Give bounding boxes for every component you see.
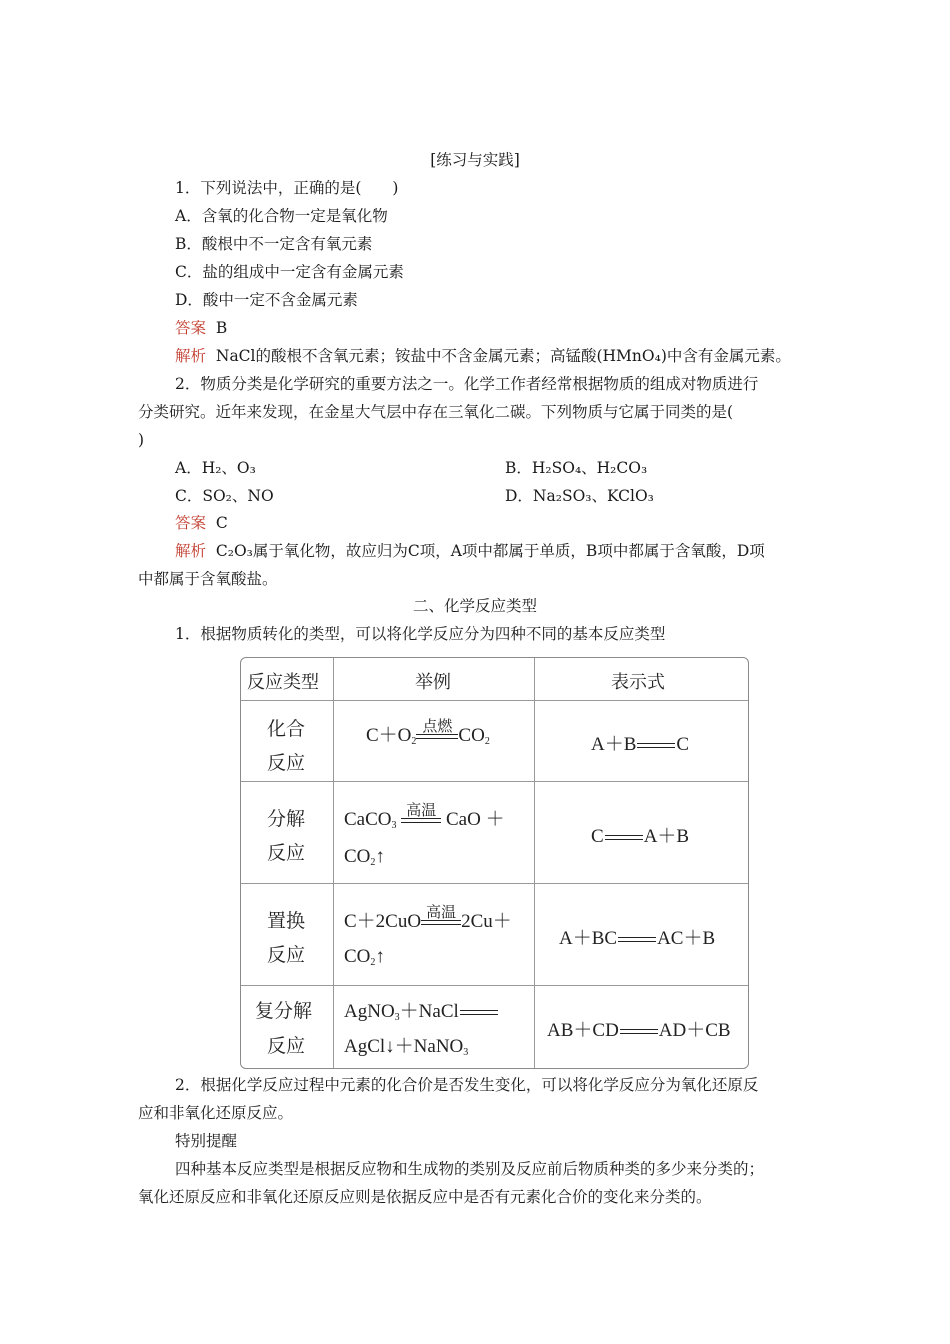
answer-value: C [215,514,228,532]
q1-option-c: C．盐的组成中一定含有金属元素 [175,263,404,281]
q1-analysis [175,346,791,366]
row2-type-line1: 分解 [267,808,306,830]
q1-answer [175,318,227,338]
analysis-text: NaCl的酸根不含氧元素；铵盐中不含金属元素；高锰酸(HMnO₄)中含有金属元素。 [215,347,791,365]
analysis-label: 解析 [175,542,207,560]
row2-example-line1: CaCO$_3$ 高温 CaO ＋ [344,801,505,831]
row3-type-line2: 反应 [267,944,306,966]
row4-example-line1: AgNO$_3$＋NaCl [344,996,499,1023]
reaction-types-table [240,657,749,1069]
answer-label: 答案 [175,514,207,532]
row2-formula: C A＋B [591,826,690,847]
row3-example-line1: C＋2CuO 高温 2Cu＋ [344,903,512,932]
analysis-label: 解析 [175,347,207,365]
analysis-text: C₂O₃属于氧化物，故应归为C项，A项中都属于单质，B项中都属于含氧酸，D项 [215,542,765,560]
row3-formula: A＋BC AC＋B [559,928,716,949]
q2-option-c: C．SO₂、NO [175,487,274,505]
q2-option-b: B．H₂SO₄、H₂CO₃ [505,459,648,477]
row2-type-line2: 反应 [267,842,306,864]
row3-example-line2: $CO_2↑$ [344,946,385,968]
row1-formula: A＋B C [591,734,690,755]
q2-stem-line3: ) [138,431,145,449]
q1-stem: 1．下列说法中，正确的是( ) [175,179,399,197]
row3-type-line1: 置换 [267,910,306,932]
row2-example-line2: $CO_2↑$ [344,846,385,868]
point2-line1: 2．根据化学反应过程中元素的化合价是否发生变化，可以将化学反应分为氧化还原反 [175,1076,759,1094]
section-title: [练习与实践] [430,151,520,169]
row1-example: $C+O_2$ 点燃 $CO_2$ [366,717,490,747]
point1: 1．根据物质转化的类型，可以将化学反应分为四种不同的基本反应类型 [175,625,666,643]
header-formula: 表示式 [611,672,665,693]
q2-stem-line1: 2．物质分类是化学研究的重要方法之一。化学工作者经常根据物质的组成对物质进行 [175,375,759,393]
row4-type-line2: 反应 [267,1035,306,1057]
q2-analysis-line1 [175,541,765,561]
tip-title: 特别提醒 [175,1132,238,1150]
q2-analysis-line2: 中都属于含氧酸盐。 [138,570,278,588]
q1-option-d: D．酸中一定不含金属元素 [175,291,358,309]
point2-line2: 应和非氧化还原反应。 [138,1104,294,1122]
answer-value: B [215,319,228,337]
q1-option-a: A．含氧的化合物一定是氧化物 [175,207,388,225]
section2-title: 二、化学反应类型 [412,597,537,615]
tip-line2: 氧化还原反应和非氧化还原反应则是依据反应中是否有元素化合价的变化来分类的。 [138,1188,712,1206]
q2-option-a: A．H₂、O₃ [175,459,256,477]
q2-answer [175,513,228,533]
q2-option-d: D．Na₂SO₃、KClO₃ [505,487,654,505]
q2-stem-line2: 分类研究。近年来发现，在金星大气层中存在三氧化二碳。下列物质与它属于同类的是( [138,403,734,421]
row1-type-line1: 化合 [267,718,306,740]
q1-option-b: B．酸根中不一定含有氧元素 [175,235,373,253]
row4-type-line1: 复分解 [255,1000,313,1022]
header-reaction-type: 反应类型 [247,672,319,693]
answer-label: 答案 [175,319,207,337]
header-example: 举例 [415,672,451,693]
row4-formula: AB＋CD AD＋CB [547,1020,731,1041]
row4-example-line2: AgCl↓＋NaNO$_3$ [344,1036,469,1058]
tip-line1: 四种基本反应类型是根据反应物和生成物的类别及反应前后物质种类的多少来分类的； [175,1160,765,1178]
row1-type-line2: 反应 [267,752,306,774]
